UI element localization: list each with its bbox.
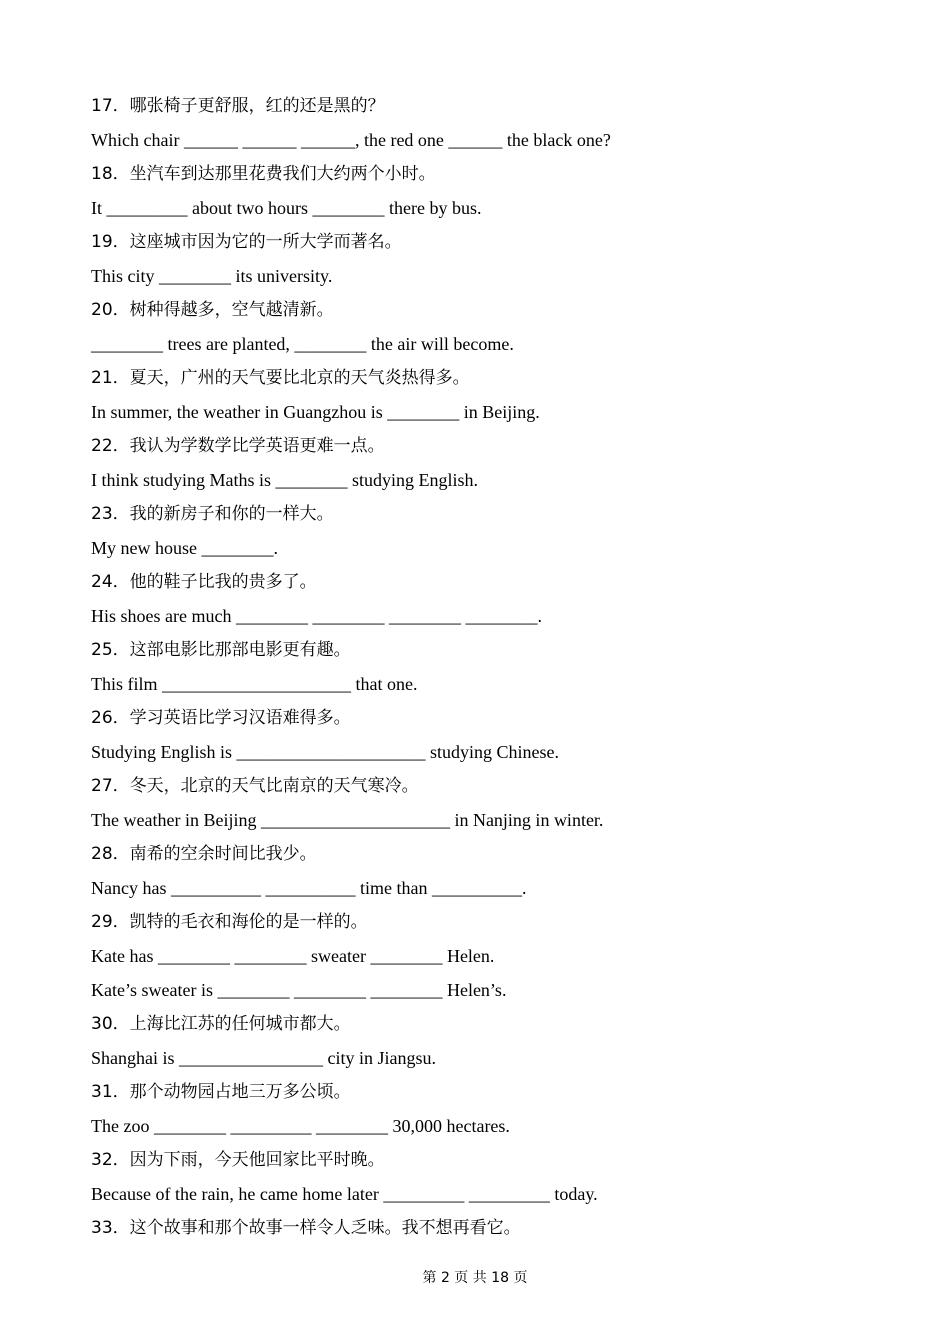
question-22-english: I think studying Maths is ________ studying English. bbox=[91, 470, 479, 490]
question-18-chinese: 18．坐汽车到达那里花费我们大约两个小时。 bbox=[91, 164, 436, 184]
question-19-english: This city ________ its university. bbox=[91, 266, 333, 286]
question-20-english: ________ trees are planted, ________ the air will become. bbox=[91, 334, 514, 354]
question-27-chinese: 27．冬天，北京的天气比南京的天气寒冷。 bbox=[91, 776, 419, 796]
question-31-chinese: 31．那个动物园占地三万多公顷。 bbox=[91, 1082, 351, 1102]
question-25-english: This film _____________________ that one. bbox=[91, 674, 418, 694]
question-24-english: His shoes are much ________ ________ ________ ________. bbox=[91, 606, 542, 626]
question-23-chinese: 23．我的新房子和你的一样大。 bbox=[91, 504, 334, 524]
question-18-english: It _________ about two hours ________ there by bus. bbox=[91, 198, 482, 218]
question-20-chinese: 20．树种得越多，空气越清新。 bbox=[91, 300, 334, 320]
question-30-chinese: 30．上海比江苏的任何城市都大。 bbox=[91, 1014, 351, 1034]
question-17-chinese: 17．哪张椅子更舒服，红的还是黑的？ bbox=[91, 96, 385, 116]
question-28-chinese: 28．南希的空余时间比我少。 bbox=[91, 844, 317, 864]
question-30-english: Shanghai is ________________ city in Jiangsu. bbox=[91, 1048, 436, 1068]
question-31-english: The zoo ________ _________ ________ 30,000 hectares. bbox=[91, 1116, 510, 1136]
question-29-english-b: Kate’s sweater is ________ ________ ________ Helen’s. bbox=[91, 980, 507, 1000]
question-32-chinese: 32．因为下雨，今天他回家比平时晚。 bbox=[91, 1150, 385, 1170]
question-25-chinese: 25．这部电影比那部电影更有趣。 bbox=[91, 640, 351, 660]
question-28-english: Nancy has __________ __________ time than __________. bbox=[91, 878, 527, 898]
question-22-chinese: 22．我认为学数学比学英语更难一点。 bbox=[91, 436, 385, 456]
question-26-english: Studying English is _____________________ studying Chinese. bbox=[91, 742, 560, 762]
question-24-chinese: 24．他的鞋子比我的贵多了。 bbox=[91, 572, 317, 592]
question-21-chinese: 21．夏天，广州的天气要比北京的天气炎热得多。 bbox=[91, 368, 470, 388]
question-21-english: In summer, the weather in Guangzhou is ________ in Beijing. bbox=[91, 402, 540, 422]
question-26-chinese: 26．学习英语比学习汉语难得多。 bbox=[91, 708, 351, 728]
question-32-english: Because of the rain, he came home later _________ _________ today. bbox=[91, 1184, 598, 1204]
question-23-english: My new house ________. bbox=[91, 538, 278, 558]
question-33-chinese: 33．这个故事和那个故事一样令人乏味。我不想再看它。 bbox=[91, 1218, 521, 1238]
question-19-chinese: 19．这座城市因为它的一所大学而著名。 bbox=[91, 232, 402, 252]
question-29-english-a: Kate has ________ ________ sweater ________ Helen. bbox=[91, 946, 495, 966]
question-27-english: The weather in Beijing _____________________ in Nanjing in winter. bbox=[91, 810, 604, 830]
page-footer: 第 2 页 共 18 页 bbox=[422, 1270, 528, 1286]
question-17-english: Which chair ______ ______ ______, the red one ______ the black one? bbox=[91, 130, 611, 150]
worksheet-body bbox=[91, 89, 891, 1245]
question-29-chinese: 29．凯特的毛衣和海伦的是一样的。 bbox=[91, 912, 368, 932]
